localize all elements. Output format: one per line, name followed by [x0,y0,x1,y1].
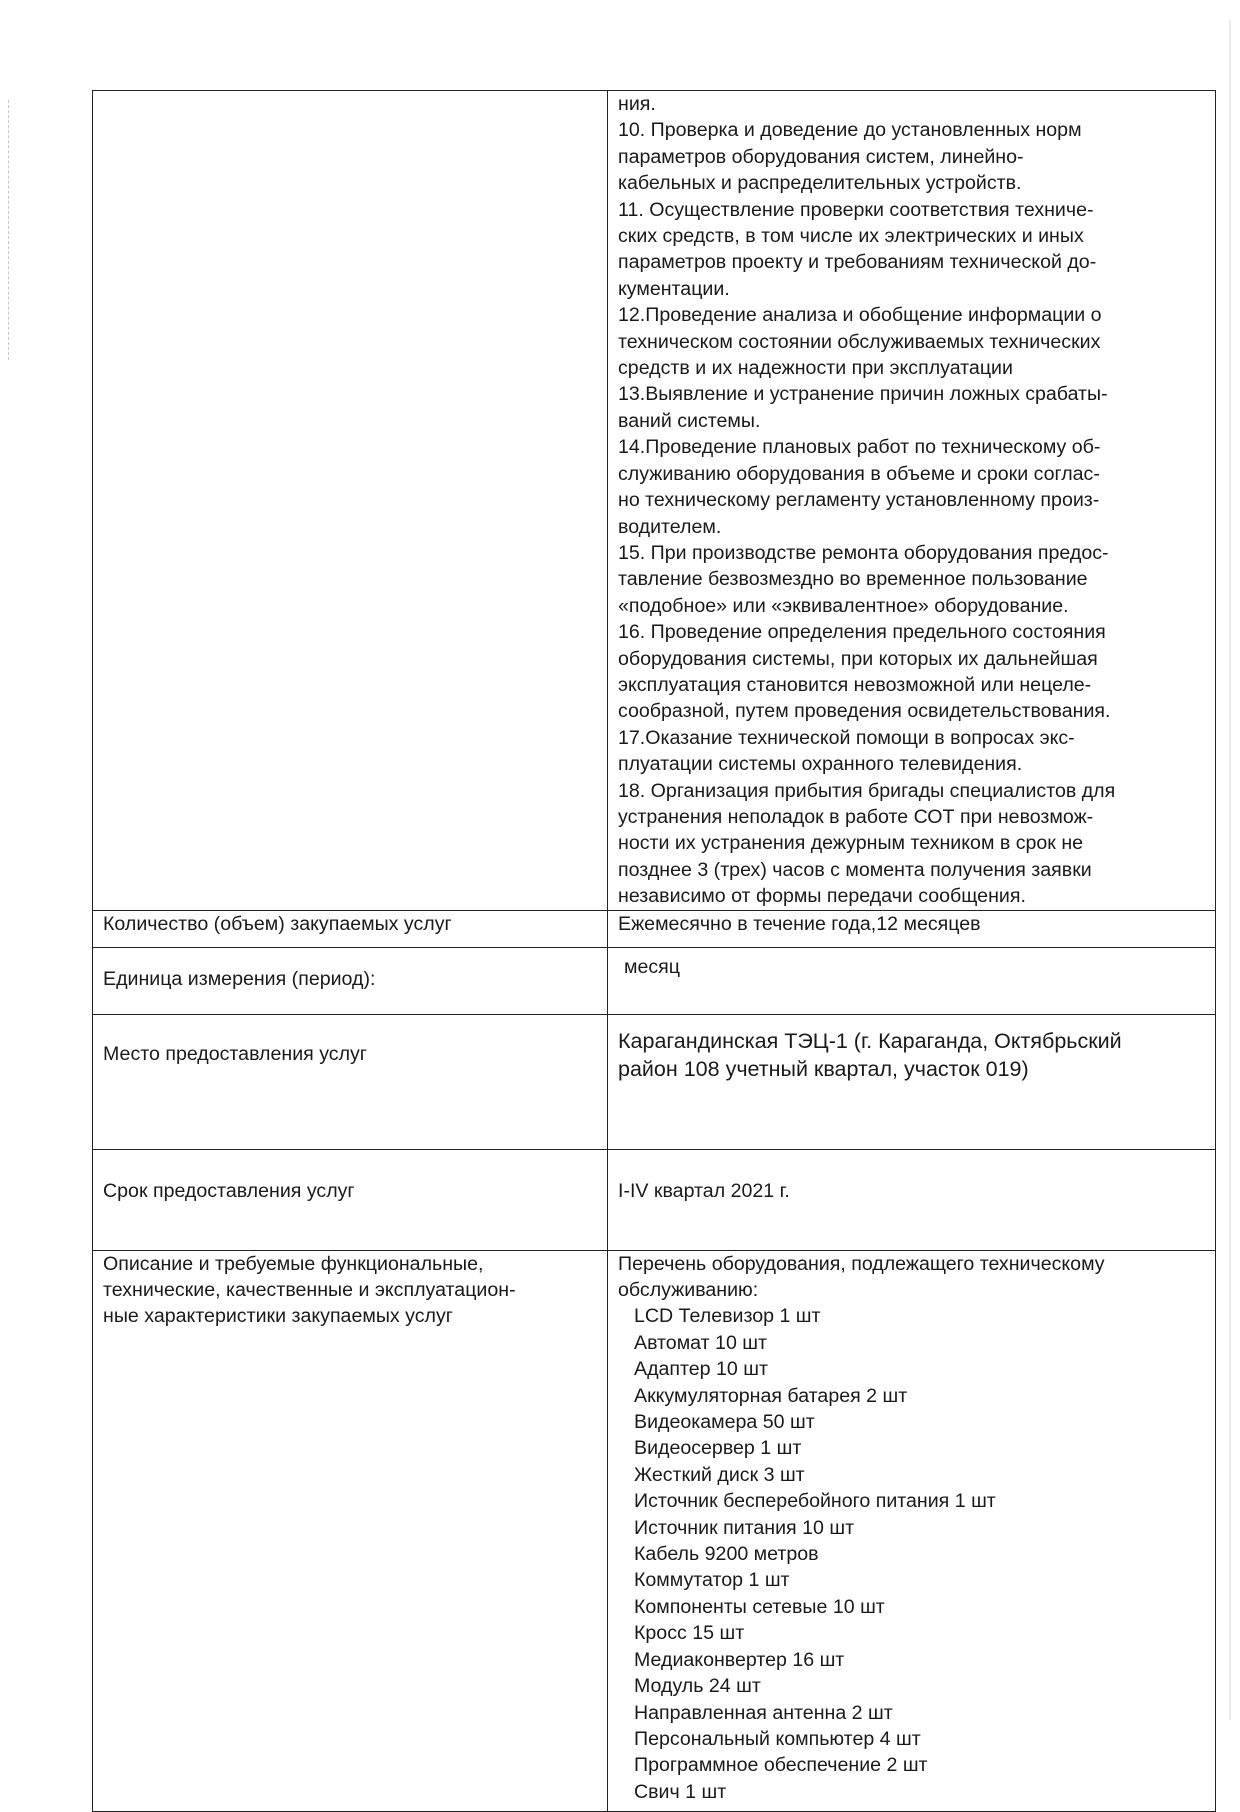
description-label-line: ные характеристики закупаемых услуг [103,1305,453,1328]
equipment-list-item: Направленная антенна 2 шт [634,1701,893,1724]
duty-list-line: независимо от формы передачи сообщения. [618,885,1026,908]
duty-list-line: параметров оборудования систем, линейно- [618,145,1024,168]
equipment-list-item: Модуль 24 шт [634,1675,761,1698]
place-value [608,1014,1216,1149]
duty-list-line: 18. Организация прибытия бригады специалистов для [618,779,1116,802]
table-row-place [93,1014,1216,1149]
equipment-list-item: Свич 1 шт [634,1780,727,1803]
table-row-unit [93,947,1216,1014]
duty-list-line: техническом состоянии обслуживаемых технических [618,330,1101,353]
duty-list-line: сообразной, путем проведения освидетельствования. [618,700,1111,723]
place-value-line: Карагандинская ТЭЦ-1 (г. Караганда, Октябрьский [618,1028,1122,1053]
place-label: Место предоставления услуг [93,1014,608,1149]
continuation-value-cell [608,91,1216,911]
duty-list-line: ности их устранения дежурным техником в срок не [618,832,1084,855]
table-row-term [93,1149,1216,1250]
duty-list-line: 14.Проведение плановых работ по техническому об- [618,436,1101,459]
duty-list-line: «подобное» или «эквивалентное» оборудование. [618,594,1069,617]
equipment-list-item: Персональный компьютер 4 шт [634,1727,921,1750]
duty-list-line: 12.Проведение анализа и обобщение информации о [618,304,1102,327]
duty-list-line: водителем. [618,515,722,538]
duty-list-line: эксплуатация становится невозможной или нецеле- [618,673,1092,696]
duty-list-line: оборудования системы, при которых их дальнейшая [618,647,1098,670]
equipment-list-item: Кросс 15 шт [634,1622,745,1645]
duty-list-line: ваний системы. [618,409,761,432]
equipment-list [618,1303,1207,1805]
equipment-list-item: Кабель 9200 метров [634,1543,819,1566]
duty-list-line: служиванию оборудования в объеме и сроки соглас- [618,462,1100,485]
equipment-intro-line: обслуживанию: [618,1279,759,1301]
service-duties-list [618,91,1207,910]
scan-edge-left [8,100,9,360]
equipment-list-item: Источник бесперебойного питания 1 шт [634,1490,996,1513]
equipment-list-item: Источник питания 10 шт [634,1516,855,1539]
equipment-list-item: Автомат 10 шт [634,1331,767,1354]
table-row-quantity [93,910,1216,947]
duty-list-line: кабельных и распределительных устройств. [618,172,1022,195]
duty-list-line: кументации. [618,277,730,300]
table-row-continuation [93,91,1216,911]
description-label-line: технические, качественные и эксплуатацион- [103,1279,516,1301]
place-value-line: район 108 учетный квартал, участок 019) [618,1056,1029,1081]
equipment-list-item: Адаптер 10 шт [634,1358,768,1381]
unit-label: Единица измерения (период): [93,947,608,1014]
unit-value: месяц [608,947,1216,1014]
equipment-list-item: Аккумуляторная батарея 2 шт [634,1384,908,1407]
duty-list-line: тавление безвозмездно во временное пользование [618,568,1088,591]
duty-list-line: средств и их надежности при эксплуатации [618,357,1013,380]
description-label [93,1250,608,1811]
duty-list-line: параметров проекту и требованиям технической до- [618,251,1097,274]
equipment-list-item: Видеокамера 50 шт [634,1411,815,1434]
equipment-intro-line: Перечень оборудования, подлежащего техническому [618,1252,1105,1275]
equipment-list-item: Компоненты сетевые 10 шт [634,1595,885,1618]
equipment-list-item: Видеосервер 1 шт [634,1437,802,1460]
quantity-label: Количество (объем) закупаемых услуг [93,910,608,947]
description-value [608,1250,1216,1811]
duty-list-line: 13.Выявление и устранение причин ложных срабаты- [618,383,1108,406]
term-value: I-IV квартал 2021 г. [608,1149,1216,1250]
duty-list-line: 15. При производстве ремонта оборудования предос- [618,541,1109,564]
equipment-list-item: Медиаконвертер 16 шт [634,1648,845,1671]
duty-list-line: устранения неполадок в работе СОТ при невозмож- [618,805,1094,828]
equipment-list-item: Коммутатор 1 шт [634,1569,790,1592]
duty-list-line: 11. Осуществление проверки соответствия техниче- [618,198,1094,221]
scan-edge-right [1229,20,1231,1720]
continuation-label-cell [93,91,608,911]
table-row-description [93,1250,1216,1811]
equipment-list-item: Жесткий диск 3 шт [634,1463,805,1486]
description-label-line: Описание и требуемые функциональные, [103,1252,484,1275]
equipment-list-item: Программное обеспечение 2 шт [634,1754,928,1777]
duty-list-line: 16. Проведение определения предельного состояния [618,621,1106,644]
duty-list-line: плуатации системы охранного телевидения. [618,753,1023,776]
duty-list-line: 17.Оказание технической помощи в вопросах экс- [618,726,1075,749]
duty-list-line: но техническому регламенту установленному произ- [618,489,1100,512]
quantity-value: Ежемесячно в течение года,12 месяцев [608,910,1216,947]
duty-list-line: ских средств, в том числе их электрических и иных [618,225,1084,248]
duty-list-line: ния. [618,93,656,115]
specification-table [92,90,1216,1812]
duty-list-line: позднее 3 (трех) часов с момента получения заявки [618,858,1092,881]
equipment-list-item: LCD Телевизор 1 шт [634,1305,821,1328]
duty-list-line: 10. Проверка и доведение до установленных норм [618,119,1082,142]
term-label: Срок предоставления услуг [93,1149,608,1250]
